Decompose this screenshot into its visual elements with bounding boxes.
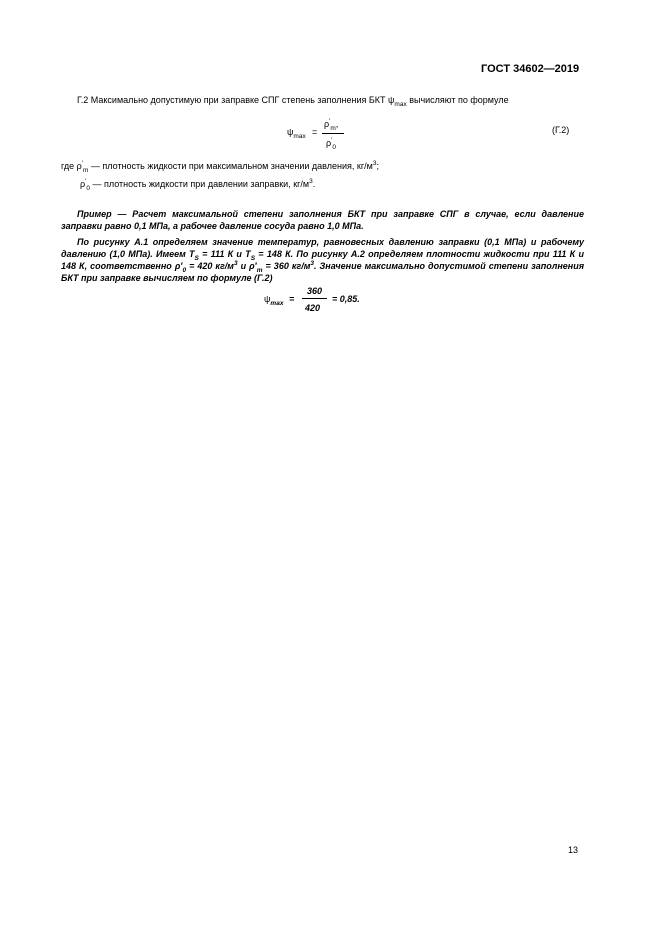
formula-g2-equals: = xyxy=(312,127,318,137)
formula-g2-fraction-bar xyxy=(322,133,344,134)
ex2-s3: 0 xyxy=(182,266,187,274)
formula-g2-denominator xyxy=(326,137,336,149)
ex2-a: По рисунку А.1 определяем значение температур, равновесных давлению заправки (0,1 МПа) и рабочему давлению (1,0 МПа). Имеем T xyxy=(61,237,584,259)
formula-g2-den-sub: 0 xyxy=(332,143,336,151)
formula-g2-lhs-sub: max xyxy=(293,132,306,140)
formula-ex-lhs xyxy=(264,293,283,310)
ex2-e: и ρ′ xyxy=(237,261,257,271)
formula-ex-numerator: 360 xyxy=(307,286,323,296)
formula-g2-num-sub: m xyxy=(330,124,336,132)
standard-header: ГОСТ 34602—2019 xyxy=(481,63,580,75)
formula-ex-result: = 0,85. xyxy=(332,294,360,304)
page-number: 13 xyxy=(568,845,579,855)
where1-end: ; xyxy=(376,161,379,171)
formula-g2-lhs xyxy=(287,126,306,138)
where1-text: — плотность жидкости при максимальном значении давления, кг/м xyxy=(88,161,373,171)
ex2-sup1: 3 xyxy=(233,260,238,267)
ex2-d: = 420 кг/м xyxy=(186,261,234,271)
where-line-2 xyxy=(80,178,315,190)
ex2-b: = 111 К и T xyxy=(198,249,251,259)
example-paragraph-1: Пример — Расчет максимальной степени заполнения БКТ при заправке СПГ в случае, если давление заправки равно 0,1 МПа, а рабочее давление сосуда равно 1,0 МПа. xyxy=(61,209,584,231)
formula-ex-fraction-bar xyxy=(302,298,327,299)
ex2-f: = 360 кг/м xyxy=(262,261,311,271)
clause-g2 xyxy=(77,94,509,106)
ex2-s4: m xyxy=(256,266,263,274)
where2-prefix: ρ xyxy=(80,179,86,189)
ex2-s1: S xyxy=(194,254,199,262)
example-paragraph-2 xyxy=(61,236,584,284)
formula-g2-num-trail: , xyxy=(335,119,339,129)
formula-g2-numerator xyxy=(324,118,338,130)
ex2-sup2: 3 xyxy=(310,260,314,267)
where2-text: — плотность жидкости при давлении заправки, кг/м xyxy=(89,179,310,189)
formula-g2-psi: ψ xyxy=(287,127,294,137)
ex2-c: = 148 К. По рисунку А.2 определяем плотности жидкости при 111 К и 148 К, соответственно ρ′ xyxy=(61,249,584,271)
formula-g2-den-prime: ′ xyxy=(331,137,333,144)
ex2-g: . Значение максимально допустимой степени заполнения БКТ при заправке вычисляем по формуле (Г.2) xyxy=(61,261,584,283)
formula-g2-rho0: ρ xyxy=(326,138,332,148)
where2-sup: 3 xyxy=(309,178,313,185)
ex2-s2: S xyxy=(250,254,256,262)
formula-ex-denominator: 420 xyxy=(305,303,321,313)
formula-ex-equals: = xyxy=(289,294,295,304)
formula-g2-number: (Г.2) xyxy=(552,125,570,135)
formula-ex-psi: ψ xyxy=(264,294,271,304)
formula-g2-num-prime: ′ xyxy=(329,118,331,125)
where1-prefix: где ρ xyxy=(61,161,82,171)
clause-g2-text: Г.2 Максимально допустимую при заправке СПГ степень заполнения БКТ ψ xyxy=(77,95,395,105)
clause-g2-sub: max xyxy=(394,100,407,108)
where1-sub: m xyxy=(82,166,89,174)
where1-prime: ′ xyxy=(81,160,83,167)
where1-sup: 3 xyxy=(372,160,377,167)
where2-prime: ′ xyxy=(85,178,87,185)
formula-ex-lhs-sub: max xyxy=(270,299,284,307)
where-line-1 xyxy=(61,160,379,172)
where2-sub: 0 xyxy=(86,184,90,192)
where2-end: . xyxy=(312,179,316,189)
clause-g2-tail: вычисляют по формуле xyxy=(406,95,509,105)
formula-g2-rho: ρ xyxy=(324,119,330,129)
